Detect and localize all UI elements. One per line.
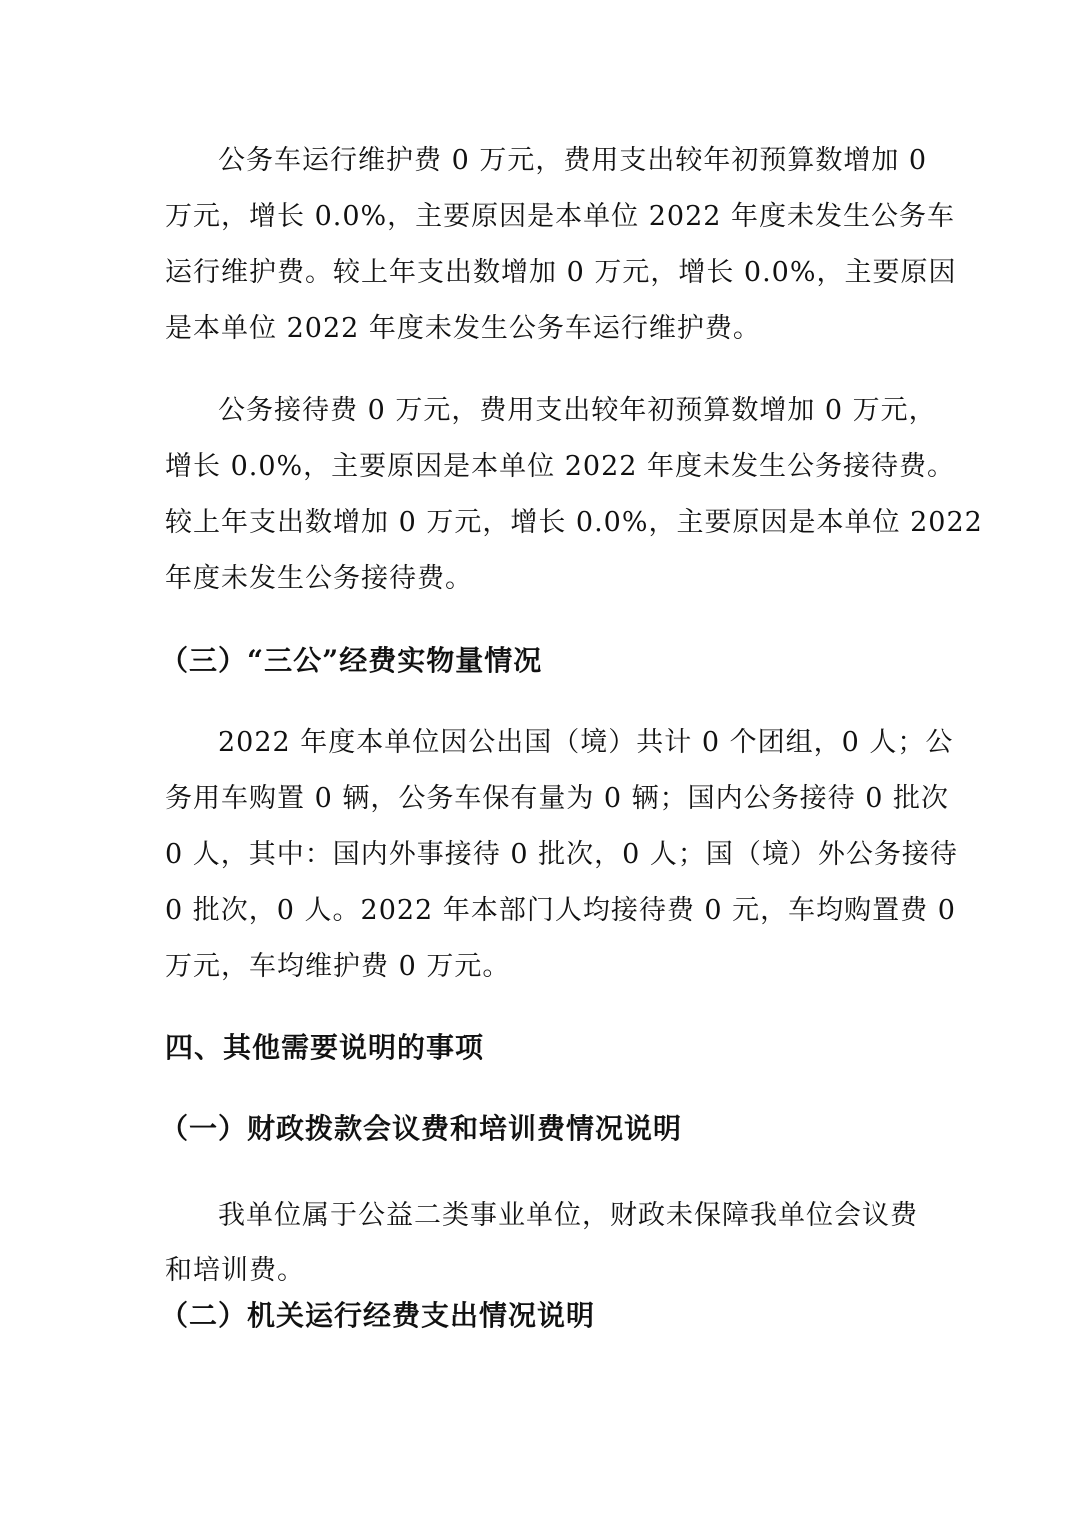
paragraph-line: 是本单位 2022 年度未发生公务车运行维护费。	[165, 313, 761, 344]
section-heading: （一）财政拨款会议费和培训费情况说明	[160, 1112, 683, 1145]
paragraph-line: 较上年支出数增加 0 万元，增长 0.0%，主要原因是本单位 2022	[165, 507, 983, 538]
section-heading: （二）机关运行经费支出情况说明	[160, 1299, 596, 1332]
paragraph-line: 万元，增长 0.0%，主要原因是本单位 2022 年度未发生公务车	[165, 201, 956, 232]
chapter-heading: 四、其他需要说明的事项	[165, 1031, 485, 1064]
paragraph-line: 公务车运行维护费 0 万元，费用支出较年初预算数增加 0	[218, 145, 928, 176]
paragraph-line: 2022 年度本单位因公出国（境）共计 0 个团组，0 人；公	[218, 727, 954, 758]
paragraph-line: 万元，车均维护费 0 万元。	[165, 951, 511, 982]
paragraph-line: 0 人，其中：国内外事接待 0 批次，0 人；国（境）外公务接待	[165, 839, 958, 870]
paragraph-line: 务用车购置 0 辆，公务车保有量为 0 辆；国内公务接待 0 批次	[165, 783, 950, 814]
paragraph-line: 年度未发生公务接待费。	[165, 563, 473, 594]
paragraph-line: 公务接待费 0 万元，费用支出较年初预算数增加 0 万元，	[218, 395, 937, 426]
paragraph-line: 0 批次，0 人。2022 年本部门人均接待费 0 元，车均购置费 0	[165, 895, 956, 926]
section-heading: （三）“三公”经费实物量情况	[160, 644, 543, 677]
paragraph-line: 运行维护费。较上年支出数增加 0 万元，增长 0.0%，主要原因	[165, 257, 957, 288]
paragraph-line: 增长 0.0%，主要原因是本单位 2022 年度未发生公务接待费。	[165, 451, 956, 482]
paragraph-line: 我单位属于公益二类事业单位，财政未保障我单位会议费	[218, 1200, 918, 1231]
paragraph-line: 和培训费。	[165, 1255, 305, 1286]
